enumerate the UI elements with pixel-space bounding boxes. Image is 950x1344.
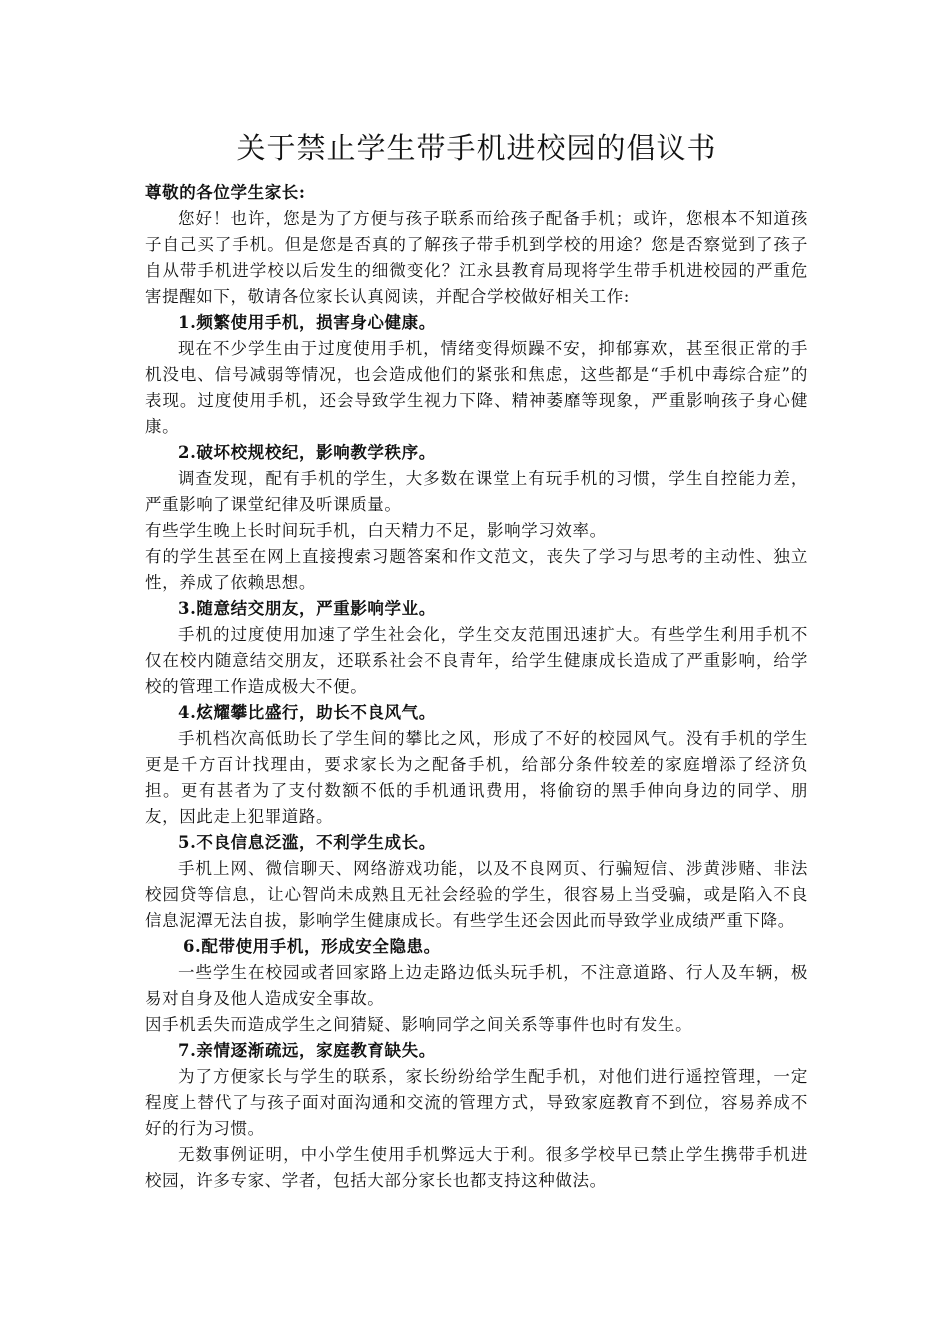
section-1-paragraph: 现在不少学生由于过度使用手机，情绪变得烦躁不安，抑郁寡欢，甚至很正常的手机没电、信号减弱等情况，也会造成他们的紧张和焦虑，这些都是“手机中毒综合症”的表现。过度使用手机，还会导致学生视力下降、精神萎靡等现象，严重影响孩子身心健康。 [145, 339, 808, 436]
section-2-heading: 2.破坏校规校纪，影响教学秩序。 [178, 443, 436, 462]
document-page [145, 128, 808, 1194]
section-4-paragraph: 手机档次高低助长了学生间的攀比之风，形成了不好的校园风气。没有手机的学生更是千方百计找理由，要求家长为之配备手机，给部分条件较差的家庭增添了经济负担。更有甚者为了支付数额不低的手机通讯费用，将偷窃的黑手伸向身边的同学、朋友，因此走上犯罪道路。 [145, 729, 808, 826]
section-4-heading: 4.炫耀攀比盛行，助长不良风气。 [178, 703, 436, 722]
section-3-paragraph: 手机的过度使用加速了学生社会化，学生交友范围迅速扩大。有些学生利用手机不仅在校内随意结交朋友，还联系社会不良青年，给学生健康成长造成了严重影响，给学校的管理工作造成极大不便。 [145, 625, 808, 696]
intro-paragraph: 您好！也许，您是为了方便与孩子联系而给孩子配备手机；或许，您根本不知道孩子自己买了手机。但是您是否真的了解孩子带手机到学校的用途？您是否察觉到了孩子自从带手机进学校以后发生的细微变化？江永县教育局现将学生带手机进校园的严重危害提醒如下，敬请各位家长认真阅读，并配合学校做好相关工作: [145, 209, 808, 306]
section-2-paragraph-2: 有些学生晚上长时间玩手机，白天精力不足，影响学习效率。 [145, 521, 607, 540]
section-6-paragraph-2: 因手机丢失而造成学生之间猜疑、影响同学之间关系等事件也时有发生。 [145, 1015, 693, 1034]
section-6-heading: 6.配带使用手机，形成安全隐患。 [182, 937, 441, 956]
document-title: 关于禁止学生带手机进校园的倡议书 [236, 131, 717, 165]
section-1-heading: 1.频繁使用手机，损害身心健康。 [178, 313, 436, 332]
section-2-paragraph-1: 调查发现，配有手机的学生，大多数在课堂上有玩手机的习惯，学生自控能力差，严重影响了课堂纪律及听课质量。 [145, 469, 808, 514]
section-3-heading: 3.随意结交朋友，严重影响学业。 [178, 599, 436, 618]
section-5-heading: 5.不良信息泛滥，不利学生成长。 [178, 833, 436, 852]
salutation: 尊敬的各位学生家长: [145, 183, 306, 202]
section-6-paragraph-1: 一些学生在校园或者回家路上边走路边低头玩手机，不注意道路、行人及车辆，极易对自身及他人造成安全事故。 [145, 963, 808, 1008]
section-2-paragraph-3: 有的学生甚至在网上直接搜索习题答案和作文范文，丧失了学习与思考的主动性、独立性，养成了依赖思想。 [145, 547, 808, 592]
section-7-heading: 7.亲情逐渐疏远，家庭教育缺失。 [178, 1041, 436, 1060]
section-7-paragraph: 为了方便家长与学生的联系，家长纷纷给学生配手机，对他们进行遥控管理，一定程度上替代了与孩子面对面沟通和交流的管理方式，导致家庭教育不到位，容易养成不好的行为习惯。 [145, 1067, 808, 1138]
section-5-paragraph: 手机上网、微信聊天、网络游戏功能，以及不良网页、行骗短信、涉黄涉赌、非法校园贷等信息，让心智尚未成熟且无社会经验的学生，很容易上当受骗，或是陷入不良信息泥潭无法自拔，影响学生健康成长。有些学生还会因此而导致学业成绩严重下降。 [145, 859, 808, 930]
closing-paragraph: 无数事例证明，中小学生使用手机弊远大于利。很多学校早已禁止学生携带手机进校园，许多专家、学者，包括大部分家长也都支持这种做法。 [145, 1145, 808, 1190]
